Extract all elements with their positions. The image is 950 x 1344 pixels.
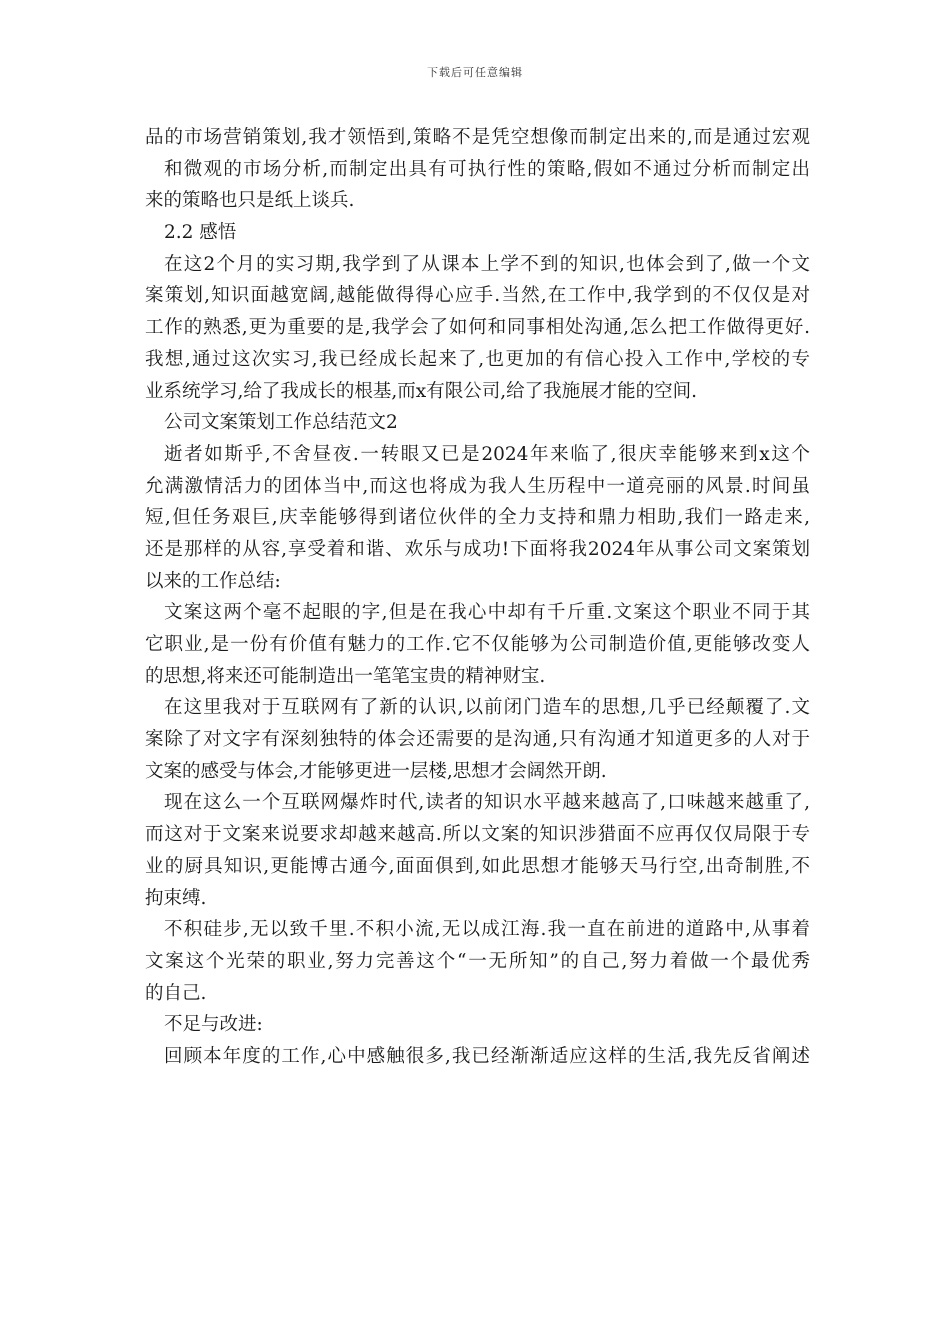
text-line: 现在这么一个互联网爆炸时代,读者的知识水平越来越高了,口味越来越重了, [164, 792, 810, 814]
text-line: 文案的感受与体会,才能够更进一层楼,思想才会阔然开朗. [145, 760, 607, 782]
text-line: 回顾本年度的工作,心中感触很多,我已经渐渐适应这样的生活,我先反省阐述 [164, 1045, 810, 1067]
text-line: 在这里我对于互联网有了新的认识,以前闭门造车的思想,几乎已经颠覆了.文 [164, 697, 810, 719]
text-line: 来的策略也只是纸上谈兵. [145, 190, 355, 212]
text-line: 的思想,将来还可能制造出一笔笔宝贵的精神财宝. [145, 665, 546, 687]
text-line: 以来的工作总结: [145, 570, 281, 592]
text-line: 案除了对文字有深刻独特的体会还需要的是沟通,只有沟通才知道更多的人对于 [145, 729, 810, 751]
text-line: 文案这两个毫不起眼的字,但是在我心中却有千斤重.文案这个职业不同于其 [164, 602, 810, 624]
text-line: 还是那样的从容,享受着和谐、欢乐与成功!下面将我2024年从事公司文案策划 [145, 538, 810, 560]
text-line: 短,但任务艰巨,庆幸能够得到诸位伙伴的全力支持和鼎力相助,我们一路走来, [145, 507, 810, 529]
text-line: 拘束缚. [145, 887, 207, 909]
text-line: 品的市场营销策划,我才领悟到,策略不是凭空想像而制定出来的,而是通过宏观 [145, 127, 810, 148]
text-line: 的自己. [145, 982, 207, 1004]
text-line: 在这2个月的实习期,我学到了从课本上学不到的知识,也体会到了,做一个文 [164, 253, 810, 275]
text-line: 允满激情活力的团体当中,而这也将成为我人生历程中一道亮丽的风景.时间虽 [145, 475, 810, 497]
text-line: 业的厨具知识,更能博古通今,面面俱到,如此思想才能够天马行空,出奇制胜,不 [145, 855, 810, 877]
text-line: 公司文案策划工作总结范文2 [164, 412, 398, 434]
text-line: 而这对于文案来说要求却越来越高.所以文案的知识涉猎面不应再仅仅局限于专 [145, 824, 810, 846]
text-line: 2.2 感悟 [164, 222, 237, 244]
page-header: 下载后可任意编辑 [427, 66, 523, 79]
text-line: 和微观的市场分析,而制定出具有可执行性的策略,假如不通过分析而制定出 [164, 158, 810, 180]
text-line: 逝者如斯乎,不舍昼夜.一转眼又已是2024年来临了,很庆幸能够来到x这个 [164, 443, 810, 465]
text-line: 案策划,知识面越宽阔,越能做得得心应手.当然,在工作中,我学到的不仅仅是对 [145, 285, 810, 307]
text-line: 工作的熟悉,更为重要的是,我学会了如何和同事相处沟通,怎么把工作做得更好. [145, 317, 810, 339]
text-line: 我想,通过这次实习,我已经成长起来了,也更加的有信心投入工作中,学校的专 [145, 348, 810, 370]
text-line: 文案这个光荣的职业,努力完善这个“一无所知”的自己,努力着做一个最优秀 [145, 950, 810, 972]
text-line: 不积硅步,无以致千里.不积小流,无以成江海.我一直在前进的道路中,从事着 [164, 919, 810, 941]
text-line: 业系统学习,给了我成长的根基,而x有限公司,给了我施展才能的空间. [145, 380, 697, 402]
document-body [145, 122, 810, 1073]
text-line: 它职业,是一份有价值有魅力的工作.它不仅能够为公司制造价值,更能够改变人 [145, 634, 810, 655]
text-line: 不足与改进: [164, 1014, 263, 1036]
